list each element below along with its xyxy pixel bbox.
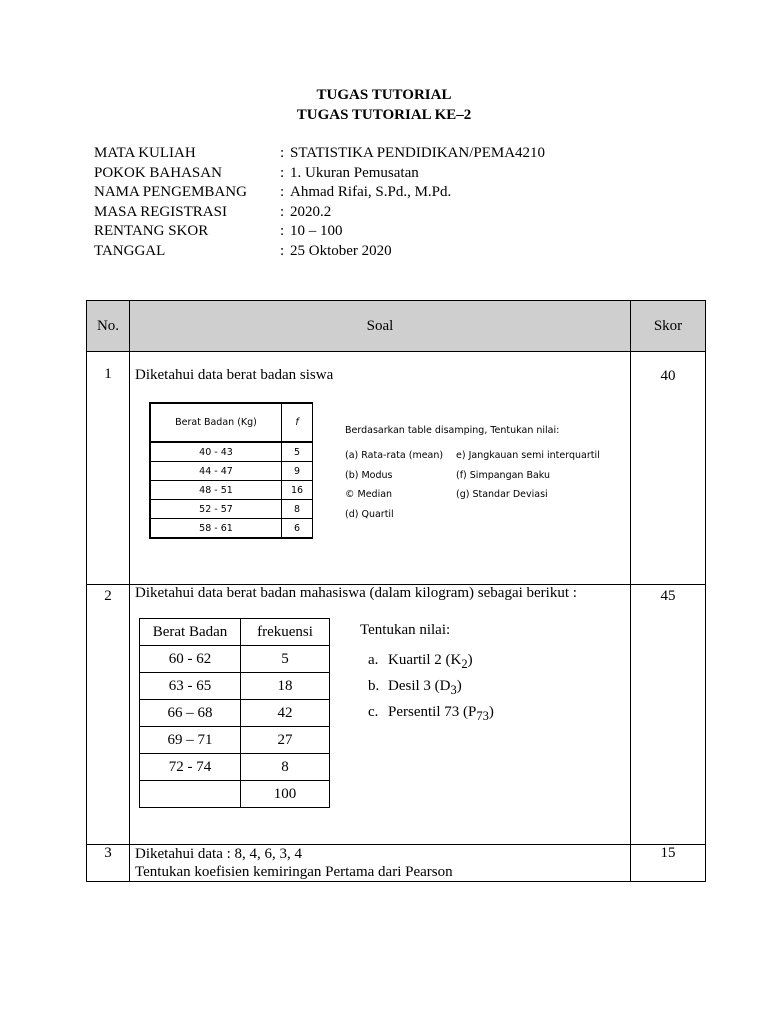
info-row-mata-kuliah — [94, 144, 545, 164]
questions-header-row — [87, 301, 706, 352]
list-item: (g) Standar Deviasi — [456, 489, 548, 500]
info-label: TANGGAL — [94, 242, 166, 259]
question-score: 40 — [631, 352, 706, 585]
info-label: POKOK BAHASAN — [94, 164, 222, 181]
info-row-masa-registrasi — [94, 203, 545, 223]
info-value: 25 Oktober 2020 — [290, 242, 392, 259]
column-header-weight: Berat Badan — [140, 619, 241, 646]
info-label: MATA KULIAH — [94, 145, 196, 162]
question-line-1: Diketahui data : 8, 4, 6, 3, 4 — [135, 846, 303, 862]
question-number: 2 — [87, 585, 130, 845]
info-label: NAMA PENGEMBANG — [94, 184, 247, 201]
list-subscript: 3 — [450, 683, 457, 697]
list-text-end: ) — [456, 678, 462, 694]
info-value: 10 – 100 — [290, 223, 343, 240]
list-item: (d) Quartil — [345, 509, 394, 520]
info-colon: : — [280, 145, 285, 162]
info-label: RENTANG SKOR — [94, 223, 209, 240]
list-subscript: 2 — [461, 657, 468, 671]
question-number: 1 — [87, 352, 130, 585]
questions-table — [86, 300, 706, 882]
table-cell: 9 — [282, 462, 313, 481]
weight-table-siswa — [149, 402, 313, 539]
question-body — [130, 845, 631, 882]
info-row-pokok-bahasan — [94, 164, 545, 184]
info-row-tanggal — [94, 242, 545, 262]
column-header-frequency: frekuensi — [241, 619, 330, 646]
table-cell: 60 - 62 — [140, 646, 241, 673]
table-cell: 8 — [241, 754, 330, 781]
question-line-2: Tentukan koefisien kemiringan Pertama dari Pearson — [135, 864, 453, 880]
question-score: 15 — [631, 845, 706, 882]
list-marker: a. — [368, 652, 379, 668]
question-items — [368, 649, 494, 727]
list-item: (a) Rata-rata (mean) — [345, 450, 444, 461]
question-row-2 — [87, 585, 706, 845]
question-body — [130, 352, 631, 585]
question-text: Diketahui data berat badan siswa — [135, 367, 334, 383]
table-row — [140, 646, 330, 673]
info-row-nama-pengembang — [94, 183, 545, 203]
info-value: 2020.2 — [290, 203, 332, 220]
table-cell: 44 - 47 — [150, 462, 282, 481]
question-number: 3 — [87, 845, 130, 882]
list-marker: c. — [368, 704, 379, 720]
list-item — [368, 701, 494, 727]
table-cell: 27 — [241, 727, 330, 754]
weight-table-mahasiswa — [139, 618, 330, 808]
info-label: MASA REGISTRASI — [94, 203, 227, 220]
table-header-row — [140, 619, 330, 646]
table-row — [140, 754, 330, 781]
table-cell: 6 — [282, 519, 313, 539]
table-row — [150, 519, 313, 539]
column-header-f: f — [282, 403, 313, 442]
list-text-end: ) — [467, 652, 473, 668]
info-value: Ahmad Rifai, S.Pd., M.Pd. — [290, 184, 452, 201]
info-value: 1. Ukuran Pemusatan — [290, 164, 419, 181]
info-colon: : — [280, 184, 285, 201]
question-instruction: Tentukan nilai: — [360, 622, 451, 638]
title-main: TUGAS TUTORIAL — [316, 87, 452, 103]
question-text: Diketahui data berat badan mahasiswa (dalam kilogram) sebagai berikut : — [135, 585, 577, 601]
table-cell: 16 — [282, 481, 313, 500]
question-score: 45 — [631, 585, 706, 845]
table-row — [140, 700, 330, 727]
table-cell: 42 — [241, 700, 330, 727]
list-text: Persentil 73 (P — [388, 704, 477, 720]
list-text: Kuartil 2 (K — [388, 652, 462, 668]
table-cell: 40 - 43 — [150, 442, 282, 462]
table-cell: 18 — [241, 673, 330, 700]
list-item — [368, 675, 494, 701]
table-cell: 63 - 65 — [140, 673, 241, 700]
question-instruction: Berdasarkan table disamping, Tentukan nilai: — [345, 425, 560, 436]
list-item: (f) Simpangan Baku — [456, 470, 551, 481]
table-cell: 5 — [282, 442, 313, 462]
header-soal: Soal — [130, 301, 631, 352]
table-row — [150, 500, 313, 519]
list-item: e) Jangkauan semi interquartil — [456, 450, 600, 461]
table-cell — [140, 781, 241, 808]
question-text — [135, 845, 453, 881]
table-cell: 48 - 51 — [150, 481, 282, 500]
list-item — [368, 649, 494, 675]
list-marker: b. — [368, 678, 380, 694]
info-value: STATISTIKA PENDIDIKAN/PEMA4210 — [290, 145, 546, 162]
table-row — [140, 727, 330, 754]
question-row-3 — [87, 845, 706, 882]
info-colon: : — [280, 164, 285, 181]
table-cell: 8 — [282, 500, 313, 519]
list-item: © Median — [345, 489, 393, 500]
info-row-rentang-skor — [94, 222, 545, 242]
info-colon: : — [280, 203, 285, 220]
column-header-weight: Berat Badan (Kg) — [150, 403, 282, 442]
list-text-end: ) — [488, 704, 494, 720]
table-header-row — [150, 403, 313, 442]
table-cell: 52 - 57 — [150, 500, 282, 519]
table-cell: 69 – 71 — [140, 727, 241, 754]
question-body — [130, 585, 631, 845]
table-cell: 100 — [241, 781, 330, 808]
title-sub: TUGAS TUTORIAL KE–2 — [296, 107, 472, 123]
question-row-1 — [87, 352, 706, 585]
info-colon: : — [280, 242, 285, 259]
table-row — [150, 462, 313, 481]
header-skor: Skor — [631, 301, 706, 352]
table-row — [150, 442, 313, 462]
list-item: (b) Modus — [345, 470, 393, 481]
course-info — [94, 144, 545, 261]
info-colon: : — [280, 223, 285, 240]
table-row — [150, 481, 313, 500]
list-text: Desil 3 (D — [388, 678, 451, 694]
table-row-total — [140, 781, 330, 808]
list-subscript: 73 — [476, 709, 489, 723]
table-cell: 66 – 68 — [140, 700, 241, 727]
table-cell: 5 — [241, 646, 330, 673]
table-cell: 72 - 74 — [140, 754, 241, 781]
table-cell: 58 - 61 — [150, 519, 282, 539]
table-row — [140, 673, 330, 700]
header-no: No. — [87, 301, 130, 352]
